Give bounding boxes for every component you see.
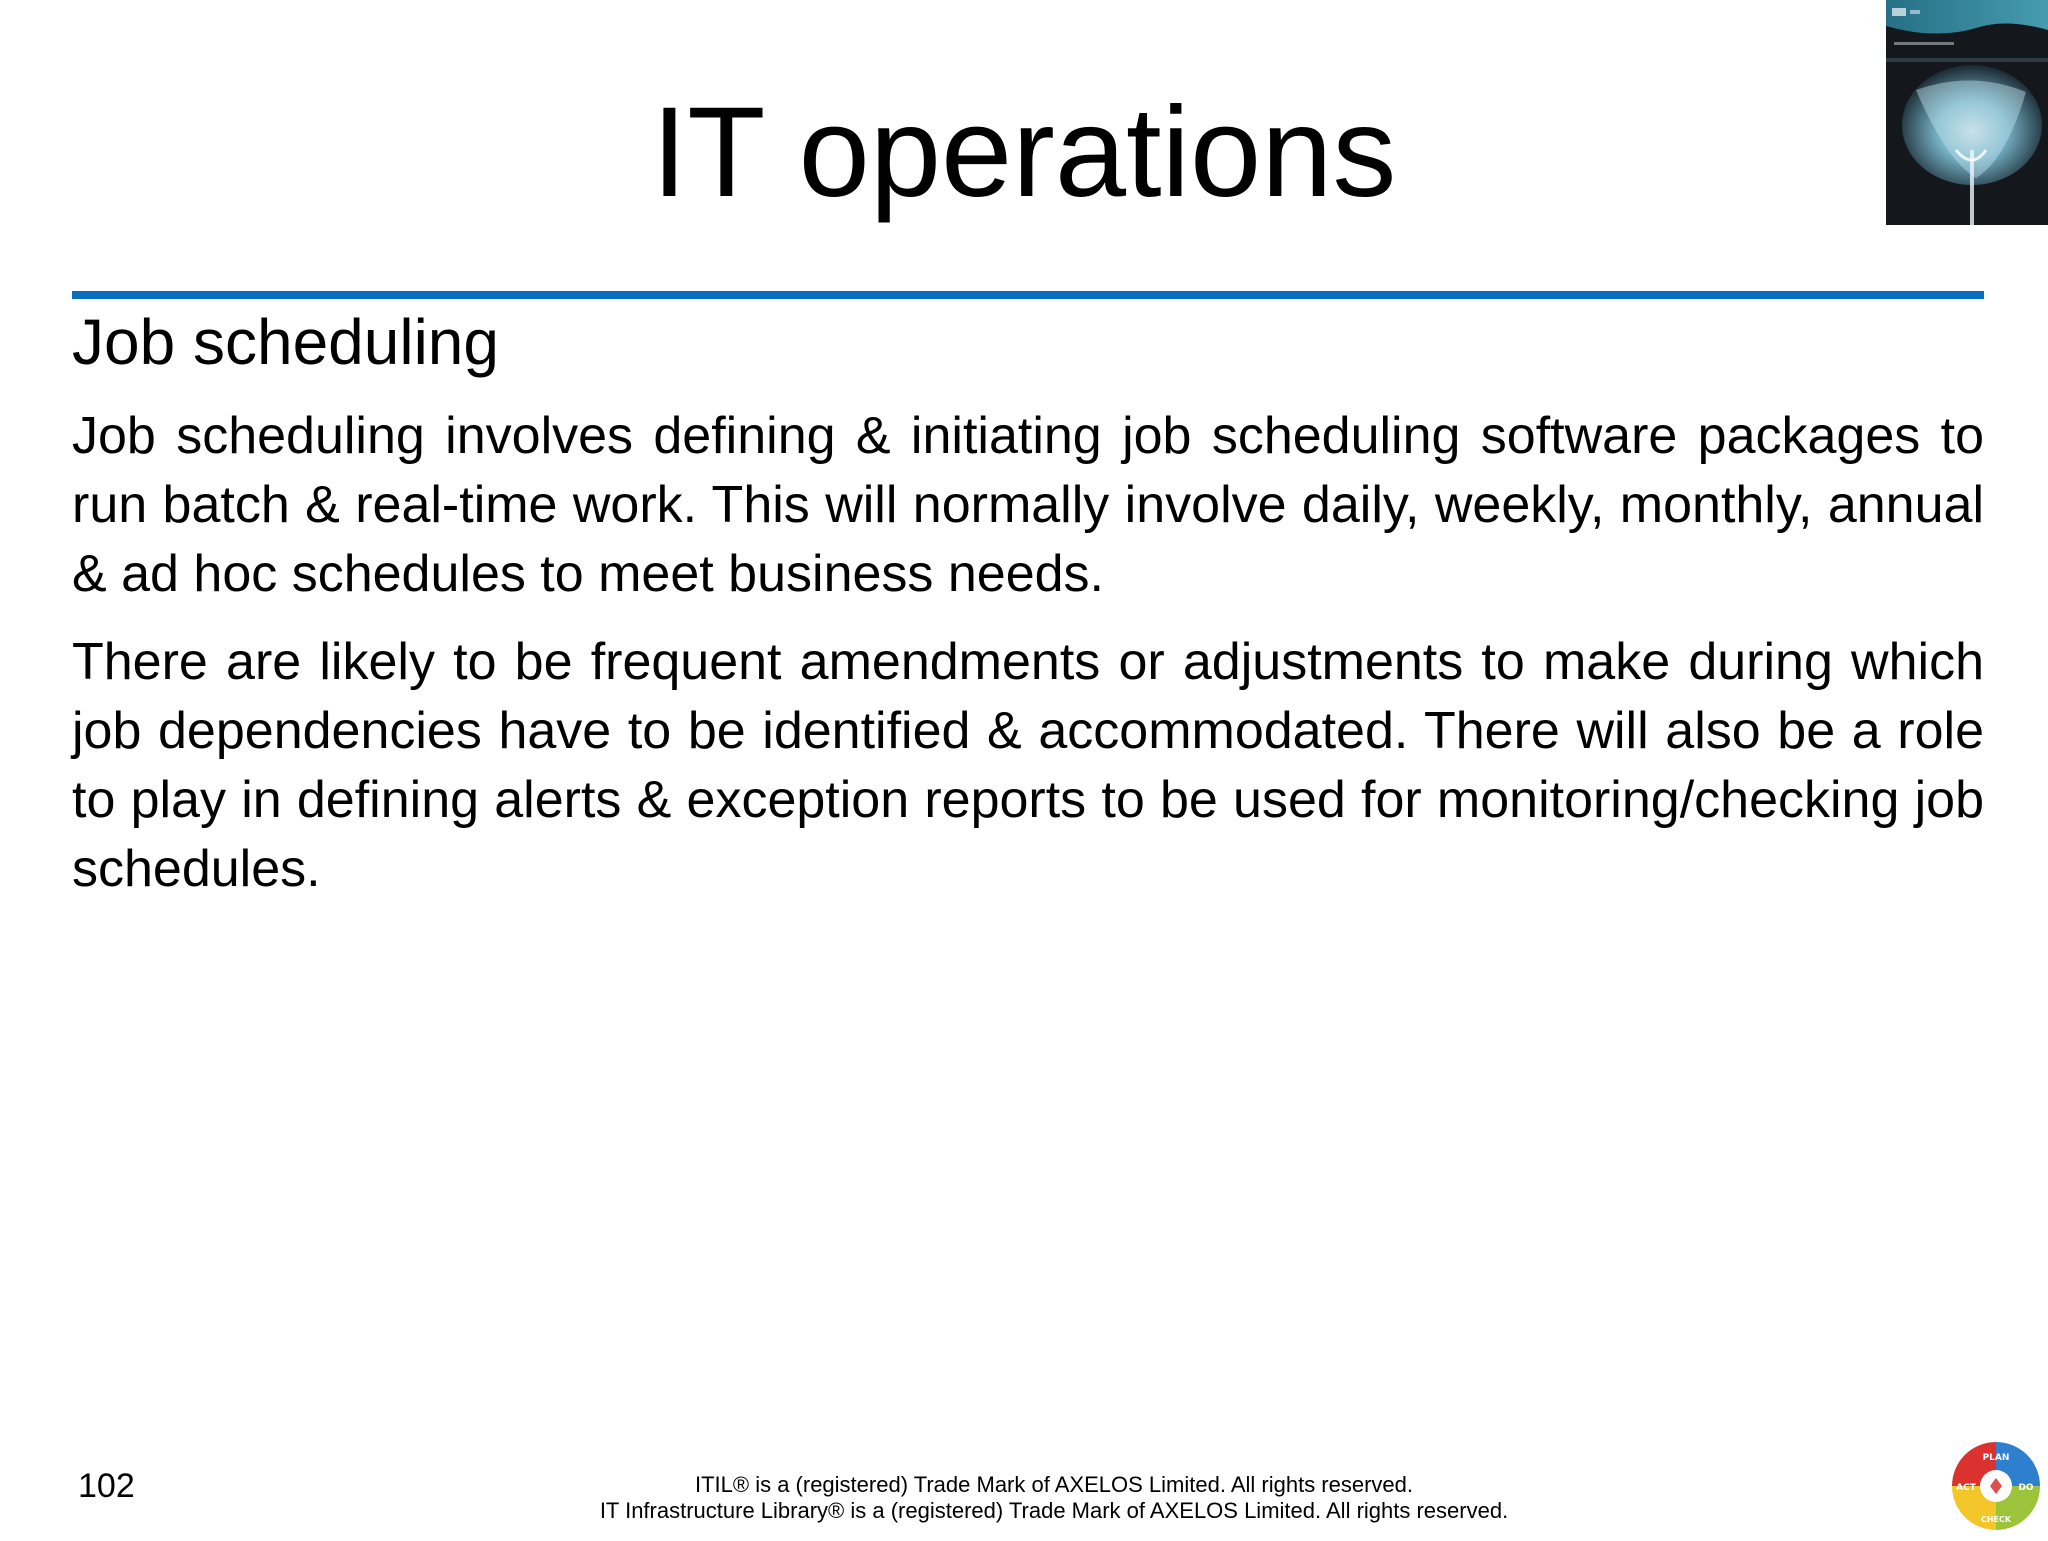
pdca-check-label: CHECK [1980, 1515, 2012, 1524]
pdca-cycle-icon [1946, 1436, 2046, 1536]
section-heading: Job scheduling [72, 306, 499, 378]
pdca-act-label: ACT [1956, 1483, 1976, 1493]
pdca-cycle-logo [1946, 1436, 2046, 1536]
body-paragraph-2: There are likely to be frequent amendments or adjustments to make during which job dependencies have to be identified & accommodated. There will also be a role to play in defining alerts & exception reports to be used for monitoring/checking job schedules. [72, 633, 1984, 898]
title-divider-rule [72, 291, 1984, 299]
slide-title: IT operations [651, 81, 1397, 224]
body-paragraph-1: Job scheduling involves defining & initiating job scheduling software packages to run batch & real-time work. This will normally involve daily, weekly, monthly, annual & ad hoc schedules to meet business needs. [72, 407, 1984, 603]
book-cover-illustration [1886, 0, 2048, 225]
trademark-notice-line-1: ITIL® is a (registered) Trade Mark of AXELOS Limited. All rights reserved. [694, 1472, 1414, 1497]
trademark-notice-line-2: IT Infrastructure Library® is a (registered) Trade Mark of AXELOS Limited. All rights reserved. [599, 1498, 1509, 1523]
book-cover-image [1886, 0, 2048, 225]
pdca-plan-label: PLAN [1982, 1453, 2010, 1463]
slide-number: 102 [78, 1467, 135, 1505]
pdca-do-label: DO [2018, 1483, 2034, 1493]
